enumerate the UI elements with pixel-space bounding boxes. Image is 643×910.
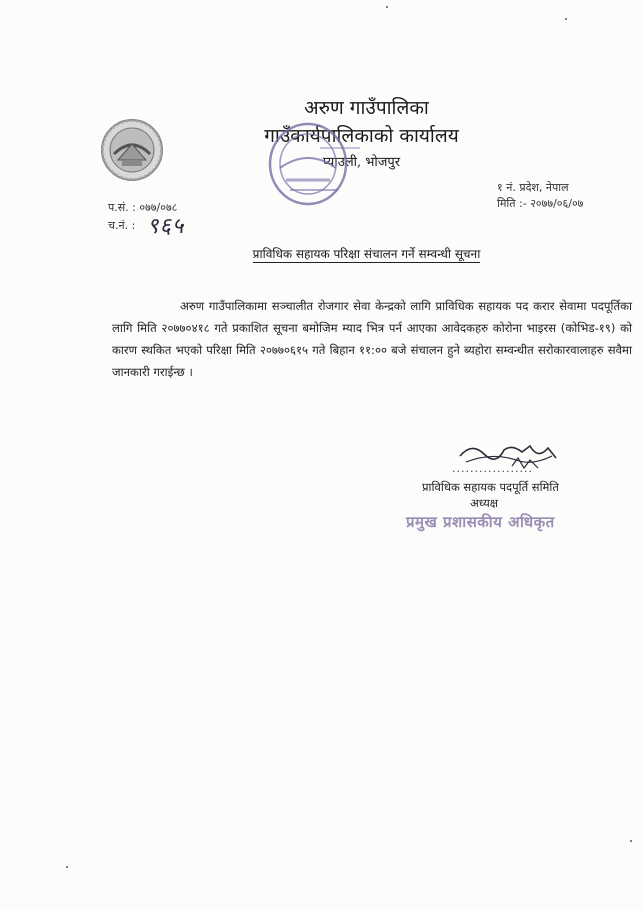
- subject-text: प्राविधिक सहायक परिक्षा संचालन गर्ने सम्वन्धी सूचना: [252, 247, 481, 261]
- scan-speck: [565, 18, 567, 20]
- subject-heading: [0, 245, 643, 262]
- signatory-role: अध्यक्ष: [470, 496, 499, 510]
- office-location: प्याउली, भोजपुर: [322, 155, 401, 170]
- fiscal-year-line: प.सं. : ०७७/०७८: [108, 201, 178, 214]
- scan-speck: [386, 6, 388, 8]
- committee-name: प्राविधिक सहायक पदपूर्ति समिति: [422, 480, 559, 494]
- officer-title-stamp: प्रमुख प्रशासकीय अधिकृत: [406, 513, 555, 531]
- dispatch-number-handwritten: ९६५: [147, 214, 185, 239]
- signature-line: ..................: [452, 462, 533, 475]
- dispatch-label: च.नं. :: [108, 219, 136, 232]
- office-name: गाउँकार्यपालिकाको कार्यालय: [264, 125, 459, 147]
- notice-body: अरुण गाउँपालिकामा सञ्चालीत रोजगार सेवा केन्द्रको लागि प्राविधिक सहायक पद करार सेवामा पदपूर्तिका लागि मिति २०७७०४१८ गते प्रकाशित सूचना बमोजिम म्याद भित्र पर्न आएका आवेदकहरु कोरोना भाइरस (कोभिड-१९) को कारण स्थकित भएको परिक्षा मिति २०७७०६१५ गते बिहान ११:०० बजे संचालन हुने ब्यहोरा सम्वन्धीत सरोकारवालाहरु सवैमा जानकारी गराईन्छ ।: [112, 299, 632, 379]
- scan-speck: [66, 866, 68, 868]
- office-stamp-icon: [260, 118, 378, 214]
- province-line: १ नं. प्रदेश, नेपाल: [497, 181, 569, 194]
- date-line: मिति :- २०७७/०६/०७: [497, 197, 584, 210]
- org-name: अरुण गाउँपालिका: [304, 97, 429, 119]
- scan-speck: [630, 840, 632, 842]
